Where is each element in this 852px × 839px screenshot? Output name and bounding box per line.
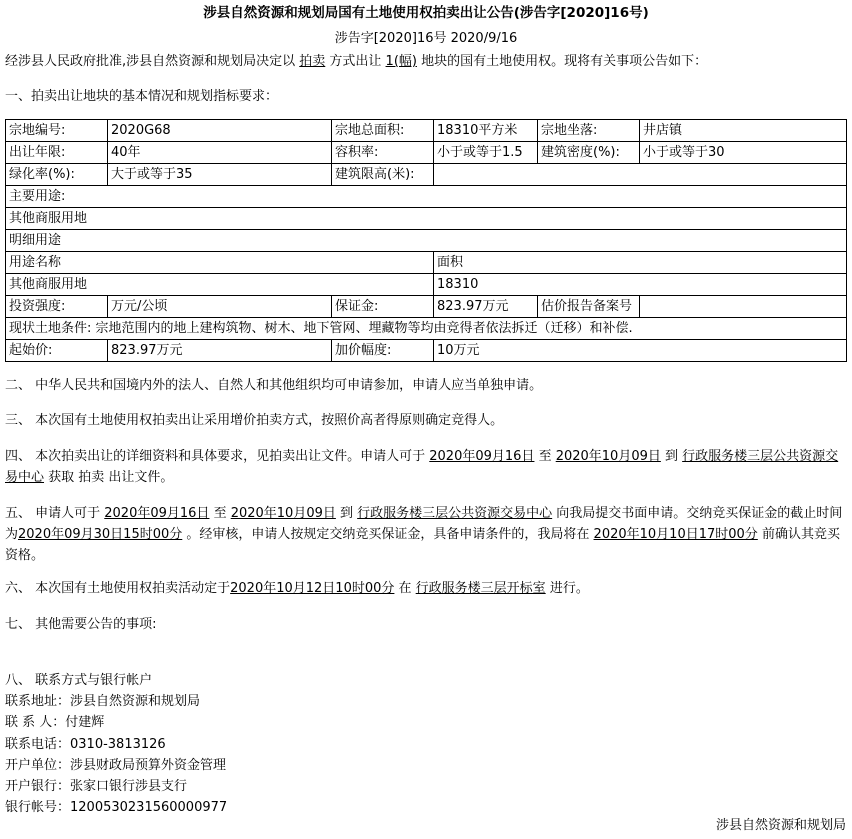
- table-row: [6, 142, 847, 164]
- account-unit: 开户单位：涉县财政局预算外资金管理: [5, 757, 227, 773]
- table-cell: 起始价:: [6, 340, 108, 362]
- intro-before: 经涉县人民政府批准,涉县自然资源和规划局决定以: [5, 54, 300, 69]
- sec5-text-b: 至: [209, 506, 231, 521]
- sec5-text-c: 到: [335, 506, 358, 521]
- table-row: [6, 296, 847, 318]
- table-cell: 建筑限高(米):: [332, 164, 434, 186]
- table-cell: 明细用途: [6, 230, 847, 252]
- sec6-text-a: 六、 本次国有土地使用权拍卖活动定于: [5, 581, 231, 596]
- table-cell: 主要用途:: [6, 186, 847, 208]
- table-cell: 保证金:: [332, 296, 434, 318]
- table-cell: 40年: [108, 142, 332, 164]
- sec5-confirm-date: 2020年10月10日17时00分: [593, 527, 758, 542]
- sec5-start-date: 2020年09月16日: [104, 506, 210, 521]
- section-3: 三、 本次国有土地使用权拍卖出让采用增价拍卖方式，按照价高者得原则确定竞得人。: [5, 413, 504, 428]
- account-number: 银行帐号：1200530231560000977: [5, 800, 228, 816]
- table-cell: 823.97万元: [108, 340, 332, 362]
- table-cell: [640, 296, 847, 318]
- sec4-text-c: 到: [660, 449, 683, 464]
- table-row: [6, 318, 847, 340]
- table-cell: 2020G68: [108, 120, 332, 142]
- contact-section: [5, 670, 847, 818]
- intro-count: 1(幅): [385, 54, 417, 69]
- intro-after: 地块的国有土地使用权。现将有关事项公告如下：: [416, 54, 708, 69]
- contact-title: 八、 联系方式与银行帐户: [5, 673, 153, 688]
- section-6: [5, 580, 847, 598]
- sec4-text-b: 至: [534, 449, 556, 464]
- intro-method: 拍卖: [299, 54, 326, 69]
- table-cell: 宗地总面积:: [332, 120, 434, 142]
- sec4-place: 行政服务楼三层公共资源交易中心: [5, 449, 839, 485]
- table-cell: 大于或等于35: [108, 164, 332, 186]
- sec4-text-d: 获取 拍卖 出让文件。: [44, 470, 174, 485]
- sec6-text-b: 在: [394, 581, 416, 596]
- table-cell: 井店镇: [640, 120, 847, 142]
- table-cell: 10万元: [434, 340, 847, 362]
- sec4-text-a: 四、 本次拍卖出让的详细资料和具体要求，见拍卖出让文件。申请人可于: [5, 449, 430, 464]
- table-row: [6, 120, 847, 142]
- table-cell: 面积: [434, 252, 847, 274]
- land-condition-label: 现状土地条件:: [9, 321, 92, 336]
- intro-mid: 方式出让: [325, 54, 386, 69]
- table-cell: 其他商服用地: [6, 208, 847, 230]
- table-cell: 18310平方米: [434, 120, 538, 142]
- table-cell: 小于或等于1.5: [434, 142, 538, 164]
- issuer-signoff: 涉县自然资源和规划局: [715, 818, 846, 833]
- table-row: [6, 164, 847, 186]
- section-7: 七、 其他需要公告的事项:: [5, 617, 157, 632]
- table-cell: 宗地编号:: [6, 120, 108, 142]
- table-cell: 建筑密度(%):: [538, 142, 640, 164]
- sec4-start-date: 2020年09月16日: [429, 449, 535, 464]
- section-4: [5, 446, 847, 488]
- intro-paragraph: [5, 52, 847, 72]
- table-row: [6, 230, 847, 252]
- sec6-place: 行政服务楼三层开标室: [415, 581, 546, 596]
- sec5-text-f: 前确认其竞买资格。: [5, 527, 840, 563]
- table-row: [6, 252, 847, 274]
- sec5-text-d: 向我局提交书面申请。交纳竞买保证金的截止时间为: [5, 506, 843, 542]
- contact-phone: 联系电话：0310-3813126: [5, 736, 166, 752]
- page-title: 涉县自然资源和规划局国有土地使用权拍卖出让公告(涉告字[2020]16号): [203, 5, 649, 21]
- sec4-end-date: 2020年10月09日: [555, 449, 661, 464]
- table-row: [6, 186, 847, 208]
- table-cell: 小于或等于30: [640, 142, 847, 164]
- table-cell: 出让年限:: [6, 142, 108, 164]
- land-condition-value: 宗地范围内的地上建构筑物、树木、地下管网、埋藏物等均由竞得者依法拆迁（迁移）和补偿.: [95, 321, 633, 336]
- sec5-deposit-deadline: 2020年09月30日15时00分: [18, 527, 183, 542]
- table-cell: 其他商服用地: [6, 274, 434, 296]
- table-cell: 投资强度:: [6, 296, 108, 318]
- table-cell: 绿化率(%):: [6, 164, 108, 186]
- sec6-auction-date: 2020年10月12日10时00分: [230, 581, 395, 596]
- table-cell: 18310: [434, 274, 847, 296]
- table-cell: 估价报告备案号: [538, 296, 640, 318]
- contact-address: 联系地址：涉县自然资源和规划局: [5, 694, 201, 710]
- account-bank: 开户银行：张家口银行涉县支行: [5, 779, 188, 795]
- table-row: [6, 274, 847, 296]
- section-1-title: 一、拍卖出让地块的基本情况和规划指标要求：: [5, 89, 279, 104]
- parcel-info-table-wrapper: [5, 119, 847, 362]
- sec6-text-c: 进行。: [545, 581, 589, 596]
- contact-person: 联 系 人：付建辉: [5, 715, 105, 731]
- section-2: 二、 中华人民共和国境内外的法人、自然人和其他组织均可申请参加，申请人应当单独申请。: [5, 378, 543, 393]
- table-cell: 容积率:: [332, 142, 434, 164]
- table-row: [6, 208, 847, 230]
- table-cell: 万元/公顷: [108, 296, 332, 318]
- sec5-end-date: 2020年10月09日: [230, 506, 336, 521]
- sec5-text-a: 五、 申请人可于: [5, 506, 105, 521]
- sec5-place: 行政服务楼三层公共资源交易中心: [357, 506, 553, 521]
- table-cell: 加价幅度:: [332, 340, 434, 362]
- sec5-text-e: 。经审核，申请人按规定交纳竞买保证金，具备申请条件的，我局将在: [182, 527, 594, 542]
- table-cell: 用途名称: [6, 252, 434, 274]
- table-row: [6, 340, 847, 362]
- document-number: 涉告字[2020]16号 2020/9/16: [334, 31, 518, 46]
- table-cell: [434, 164, 847, 186]
- section-5: [5, 503, 847, 566]
- table-cell: [6, 318, 847, 340]
- table-cell: 823.97万元: [434, 296, 538, 318]
- parcel-info-table: [5, 119, 847, 362]
- table-cell: 宗地坐落:: [538, 120, 640, 142]
